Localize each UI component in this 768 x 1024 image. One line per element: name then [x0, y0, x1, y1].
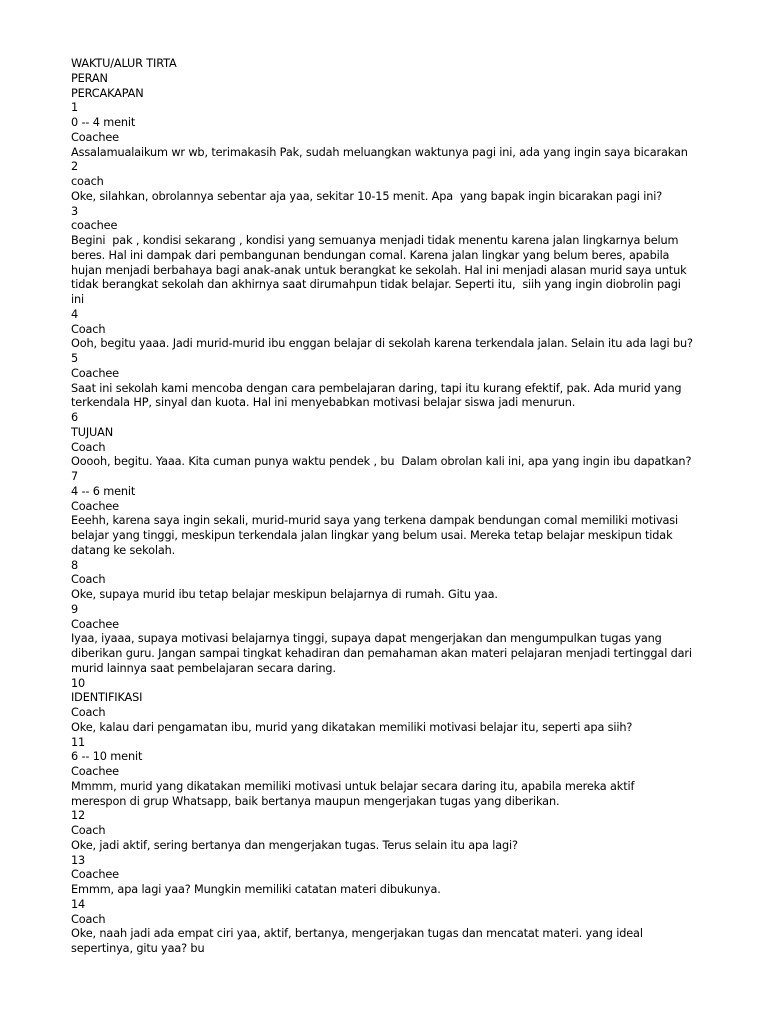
document-line: 9 [71, 602, 79, 616]
document-line: Coach [71, 706, 106, 719]
document-line: Iyaa, iyaaa, supaya motivasi belajarnya tinggi, supaya dapat mengerjakan dan mengumpulkan tugas yang [71, 632, 662, 646]
document-line: Coachee [71, 366, 119, 380]
document-line: sepertinya, gitu yaa? bu [71, 942, 205, 955]
document-line: belajar yang tinggi, meskipun terkendala jalan lingkar yang belum usai. Mereka tetap belajar meskipun tidak [71, 529, 673, 542]
document-line: Coach [71, 824, 106, 837]
document-line: Coachee [71, 130, 119, 144]
document-line: 14 [71, 897, 86, 911]
document-line: 7 [71, 470, 79, 483]
document-line: Coach [71, 440, 106, 454]
document-line: diberikan guru. Jangan sampai tingkat kehadiran dan pemahaman akan materi pelajaran menjadi tertinggal dari [71, 647, 692, 660]
document-line: 0 -- 4 menit [71, 116, 136, 129]
document-line: tidak berangkat sekolah dan akhirnya saat dirumahpun tidak belajar. Seperti itu, siih yang ingin diobrolin pagi [71, 278, 681, 292]
document-line: Coach [71, 912, 106, 926]
document-line: 6 -- 10 menit [71, 750, 143, 764]
document-line: TUJUAN [71, 425, 114, 439]
document-line: Coachee [71, 499, 119, 513]
document-line: 3 [71, 204, 79, 218]
document-line: merespon di grup Whatsapp, baik bertanya maupun mengerjakan tugas yang diberikan. [71, 794, 560, 808]
document-line: 10 [71, 676, 86, 690]
document-line: PERCAKAPAN [71, 86, 144, 100]
document-line: Ooh, begitu yaaa. Jadi murid-murid ibu enggan belajar di sekolah karena terkendala jalan. Selain itu ada lagi bu? [71, 337, 693, 351]
document-line: 1 [71, 101, 79, 115]
document-line: Coach [71, 322, 106, 336]
document-line: 12 [71, 809, 86, 823]
document-body [71, 57, 711, 957]
document-line: hujan menjadi berbahaya bagi anak-anak untuk berangkat ke sekolah. Hal ini menjadi alasan murid saya untuk [71, 263, 687, 277]
document-line: Begini pak , kondisi sekarang , kondisi yang semuanya menjadi tidak menentu karena jalan lingkarnya belum [71, 234, 679, 247]
document-line: Oke, supaya murid ibu tetap belajar meskipun belajarnya di rumah. Gitu yaa. [71, 588, 498, 601]
document-page [71, 57, 711, 957]
document-line: Saat ini sekolah kami mencoba dengan cara pembelajaran daring, tapi itu kurang efektif, pak. Ada murid yang [71, 381, 682, 395]
document-line: datang ke sekolah. [71, 543, 176, 557]
document-line: Oke, silahkan, obrolannya sebentar aja yaa, sekitar 10-15 menit. Apa yang bapak ingin bicarakan pagi ini? [71, 189, 663, 203]
document-line: IDENTIFIKASI [71, 691, 143, 705]
document-line: Ooooh, begitu. Yaaa. Kita cuman punya waktu pendek , bu Dalam obrolan kali ini, apa yang ingin ibu dapatkan? [71, 455, 692, 469]
document-line: Coachee [71, 617, 119, 631]
document-line: Eeehh, karena saya ingin sekali, murid-murid saya yang terkena dampak bendungan comal memiliki motivasi [71, 514, 679, 528]
document-line: Coach [71, 573, 106, 587]
document-line: Emmm, apa lagi yaa? Mungkin memiliki catatan materi dibukunya. [71, 883, 441, 896]
document-line: Mmmm, murid yang dikatakan memiliki motivasi untuk belajar secara daring itu, apabila mereka aktif [71, 779, 635, 793]
document-line: Oke, kalau dari pengamatan ibu, murid yang dikatakan memiliki motivasi belajar itu, seperti apa siih? [71, 720, 633, 734]
document-line: 5 [71, 352, 79, 365]
document-line: Assalamualaikum wr wb, terimakasih Pak, sudah meluangkan waktunya pagi ini, ada yang ingin saya bicarakan [71, 145, 688, 159]
document-line: 4 [71, 307, 79, 321]
document-line: Oke, naah jadi ada empat ciri yaa, aktif, bertanya, mengerjakan tugas dan mencatat materi. yang ideal [71, 927, 643, 941]
document-line: Oke, jadi aktif, sering bertanya dan mengerjakan tugas. Terus selain itu apa lagi? [71, 838, 518, 852]
document-line: 2 [71, 160, 79, 174]
document-line: 8 [71, 558, 79, 572]
document-line: 4 -- 6 menit [71, 484, 136, 498]
document-line: coachee [71, 219, 118, 233]
document-line: terkendala HP, sinyal dan kuota. Hal ini menyebabkan motivasi belajar siswa jadi menurun. [71, 396, 576, 410]
document-line: PERAN [71, 71, 108, 85]
document-line: murid lainnya saat pembelajaran secara daring. [71, 661, 336, 675]
document-line: beres. Hal ini dampak dari pembangunan bendungan comal. Karena jalan lingkar yang belum beres, apabila [71, 248, 670, 262]
document-line: Coachee [71, 765, 119, 778]
document-line: ini [71, 293, 84, 306]
document-line: WAKTU/ALUR TIRTA [71, 57, 177, 70]
document-line: 6 [71, 411, 79, 424]
document-line: coach [71, 175, 104, 188]
document-line: 11 [71, 735, 86, 749]
document-line: Coachee [71, 868, 119, 882]
document-line: 13 [71, 853, 86, 867]
